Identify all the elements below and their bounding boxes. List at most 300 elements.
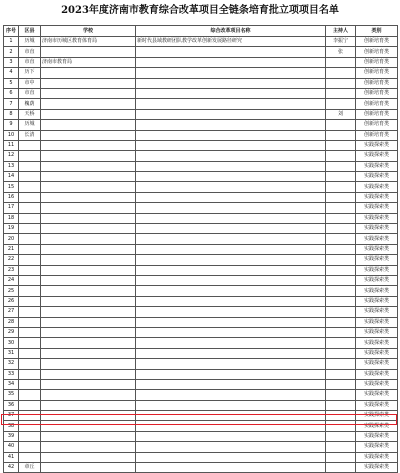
row-host xyxy=(326,255,356,265)
table-row xyxy=(4,442,398,452)
row-district xyxy=(19,431,41,441)
row-category: 创新培育类 xyxy=(356,99,398,109)
table-row xyxy=(4,275,398,285)
table-row xyxy=(4,296,398,306)
row-number: 21 xyxy=(4,244,19,254)
row-number: 25 xyxy=(4,286,19,296)
row-host xyxy=(326,307,356,317)
row-host: 张 xyxy=(326,47,356,57)
document-title: 2023年度济南市教育综合改革项目全链条培育批立项项目名单 xyxy=(61,5,339,16)
row-host xyxy=(326,452,356,462)
row-district xyxy=(19,348,41,358)
row-school xyxy=(41,192,136,202)
table-row xyxy=(4,244,398,254)
row-category: 实践探索类 xyxy=(356,234,398,244)
row-project xyxy=(136,255,326,265)
row-number: 42 xyxy=(4,463,19,473)
row-school xyxy=(41,442,136,452)
row-project xyxy=(136,348,326,358)
row-district xyxy=(19,317,41,327)
row-number: 37 xyxy=(4,411,19,421)
row-school xyxy=(41,68,136,78)
table-row xyxy=(4,431,398,441)
row-school xyxy=(41,203,136,213)
row-category: 实践探索类 xyxy=(356,379,398,389)
row-host xyxy=(326,348,356,358)
row-category: 实践探索类 xyxy=(356,431,398,441)
row-category: 实践探索类 xyxy=(356,265,398,275)
row-host xyxy=(326,151,356,161)
table-row xyxy=(4,213,398,223)
row-category: 实践探索类 xyxy=(356,307,398,317)
row-host xyxy=(326,442,356,452)
row-project xyxy=(136,275,326,285)
row-district xyxy=(19,400,41,410)
row-number: 23 xyxy=(4,265,19,275)
row-host xyxy=(326,172,356,182)
row-number: 31 xyxy=(4,348,19,358)
table-row xyxy=(4,452,398,462)
row-category: 创新培育类 xyxy=(356,57,398,67)
row-category: 实践探索类 xyxy=(356,275,398,285)
table-row xyxy=(4,161,398,171)
row-number: 16 xyxy=(4,192,19,202)
row-category: 实践探索类 xyxy=(356,151,398,161)
table-row xyxy=(4,286,398,296)
table-row xyxy=(4,411,398,421)
row-school xyxy=(41,120,136,130)
table-row xyxy=(4,47,398,57)
row-host xyxy=(326,286,356,296)
row-category: 实践探索类 xyxy=(356,421,398,431)
row-project xyxy=(136,244,326,254)
header-project: 综合改革项目名称 xyxy=(136,26,326,37)
row-number: 33 xyxy=(4,369,19,379)
row-number: 11 xyxy=(4,140,19,150)
table-row xyxy=(4,192,398,202)
row-number: 32 xyxy=(4,359,19,369)
row-host xyxy=(326,338,356,348)
row-project xyxy=(136,88,326,98)
header-category: 类别 xyxy=(356,26,398,37)
row-project xyxy=(136,359,326,369)
row-district xyxy=(19,275,41,285)
table-row xyxy=(4,99,398,109)
table-row xyxy=(4,109,398,119)
row-host xyxy=(326,431,356,441)
row-number: 10 xyxy=(4,130,19,140)
row-number: 24 xyxy=(4,275,19,285)
row-project xyxy=(136,130,326,140)
row-category: 实践探索类 xyxy=(356,140,398,150)
table-row xyxy=(4,265,398,275)
table-row xyxy=(4,57,398,67)
row-number: 34 xyxy=(4,379,19,389)
row-category: 实践探索类 xyxy=(356,411,398,421)
row-district xyxy=(19,296,41,306)
row-school xyxy=(41,296,136,306)
row-category: 创新培育类 xyxy=(356,120,398,130)
row-school xyxy=(41,255,136,265)
row-project xyxy=(136,390,326,400)
row-district xyxy=(19,359,41,369)
row-host xyxy=(326,224,356,234)
table-row xyxy=(4,421,398,431)
row-project xyxy=(136,47,326,57)
row-district xyxy=(19,224,41,234)
table-row xyxy=(4,140,398,150)
table-row xyxy=(4,390,398,400)
row-category: 实践探索类 xyxy=(356,213,398,223)
row-host xyxy=(326,390,356,400)
row-district: 章丘 xyxy=(19,463,41,473)
header-district: 区县 xyxy=(19,26,41,37)
row-host xyxy=(326,327,356,337)
row-category: 创新培育类 xyxy=(356,130,398,140)
row-district xyxy=(19,203,41,213)
row-school xyxy=(41,161,136,171)
row-project xyxy=(136,400,326,410)
row-number: 22 xyxy=(4,255,19,265)
row-project xyxy=(136,421,326,431)
row-host xyxy=(326,120,356,130)
row-district: 市直 xyxy=(19,47,41,57)
table-row xyxy=(4,172,398,182)
row-project xyxy=(136,68,326,78)
row-category: 创新培育类 xyxy=(356,37,398,47)
row-district: 市直 xyxy=(19,57,41,67)
row-district xyxy=(19,286,41,296)
row-number: 41 xyxy=(4,452,19,462)
row-category: 创新培育类 xyxy=(356,78,398,88)
row-school xyxy=(41,213,136,223)
row-number: 26 xyxy=(4,296,19,306)
row-number: 35 xyxy=(4,390,19,400)
row-host xyxy=(326,421,356,431)
row-category: 实践探索类 xyxy=(356,369,398,379)
row-school xyxy=(41,109,136,119)
row-project xyxy=(136,411,326,421)
row-school xyxy=(41,421,136,431)
row-category: 创新培育类 xyxy=(356,88,398,98)
row-host xyxy=(326,411,356,421)
row-host xyxy=(326,400,356,410)
table-row xyxy=(4,400,398,410)
row-host xyxy=(326,68,356,78)
row-project: 新时代县域教研团队教学改革创新发展路径研究 xyxy=(136,37,326,47)
row-district: 天桥 xyxy=(19,109,41,119)
row-host xyxy=(326,192,356,202)
row-category: 实践探索类 xyxy=(356,255,398,265)
row-district xyxy=(19,140,41,150)
row-number: 20 xyxy=(4,234,19,244)
row-number: 18 xyxy=(4,213,19,223)
table-row xyxy=(4,68,398,78)
row-school xyxy=(41,379,136,389)
table-row xyxy=(4,379,398,389)
row-host xyxy=(326,182,356,192)
row-host xyxy=(326,296,356,306)
row-category: 实践探索类 xyxy=(356,359,398,369)
row-school xyxy=(41,244,136,254)
row-project xyxy=(136,161,326,171)
table-row xyxy=(4,327,398,337)
row-district xyxy=(19,161,41,171)
row-host xyxy=(326,317,356,327)
row-host xyxy=(326,203,356,213)
row-project xyxy=(136,109,326,119)
table-row xyxy=(4,120,398,130)
row-project xyxy=(136,172,326,182)
row-project xyxy=(136,192,326,202)
row-school xyxy=(41,47,136,57)
row-school xyxy=(41,99,136,109)
row-project xyxy=(136,286,326,296)
row-host: 李振宁 xyxy=(326,37,356,47)
row-category: 实践探索类 xyxy=(356,390,398,400)
row-number: 36 xyxy=(4,400,19,410)
row-number: 30 xyxy=(4,338,19,348)
row-category: 实践探索类 xyxy=(356,161,398,171)
row-project xyxy=(136,99,326,109)
row-project xyxy=(136,120,326,130)
row-number: 39 xyxy=(4,431,19,441)
table-header-row xyxy=(4,26,398,37)
row-host xyxy=(326,140,356,150)
row-school xyxy=(41,88,136,98)
row-project xyxy=(136,379,326,389)
row-school xyxy=(41,338,136,348)
row-project xyxy=(136,317,326,327)
row-district xyxy=(19,182,41,192)
row-district xyxy=(19,213,41,223)
table-row xyxy=(4,88,398,98)
row-host xyxy=(326,244,356,254)
row-host xyxy=(326,213,356,223)
row-district xyxy=(19,411,41,421)
row-number: 3 xyxy=(4,57,19,67)
row-district xyxy=(19,307,41,317)
row-number: 12 xyxy=(4,151,19,161)
row-school xyxy=(41,234,136,244)
table-row xyxy=(4,37,398,47)
row-project xyxy=(136,182,326,192)
row-project xyxy=(136,307,326,317)
row-district: 历城 xyxy=(19,120,41,130)
row-district xyxy=(19,452,41,462)
table-row xyxy=(4,182,398,192)
row-district xyxy=(19,390,41,400)
row-district xyxy=(19,379,41,389)
header-host: 主持人 xyxy=(326,26,356,37)
row-project xyxy=(136,296,326,306)
row-district xyxy=(19,338,41,348)
row-district xyxy=(19,421,41,431)
row-school xyxy=(41,327,136,337)
row-number: 2 xyxy=(4,47,19,57)
row-category: 实践探索类 xyxy=(356,442,398,452)
table-row xyxy=(4,78,398,88)
row-category: 实践探索类 xyxy=(356,182,398,192)
row-number: 7 xyxy=(4,99,19,109)
row-project xyxy=(136,431,326,441)
row-number: 1 xyxy=(4,37,19,47)
table-row xyxy=(4,348,398,358)
row-category: 实践探索类 xyxy=(356,348,398,358)
row-project xyxy=(136,203,326,213)
row-school xyxy=(41,275,136,285)
row-project xyxy=(136,463,326,473)
row-category: 实践探索类 xyxy=(356,224,398,234)
row-host xyxy=(326,234,356,244)
row-district: 长清 xyxy=(19,130,41,140)
row-school xyxy=(41,130,136,140)
row-host xyxy=(326,265,356,275)
row-school xyxy=(41,307,136,317)
row-project xyxy=(136,265,326,275)
row-category: 实践探索类 xyxy=(356,244,398,254)
row-project xyxy=(136,213,326,223)
table-row xyxy=(4,359,398,369)
row-district: 槐荫 xyxy=(19,99,41,109)
row-category: 实践探索类 xyxy=(356,286,398,296)
row-district xyxy=(19,172,41,182)
row-project xyxy=(136,234,326,244)
row-category: 实践探索类 xyxy=(356,327,398,337)
row-project xyxy=(136,57,326,67)
row-school xyxy=(41,182,136,192)
row-host: 刘 xyxy=(326,109,356,119)
row-number: 40 xyxy=(4,442,19,452)
row-host xyxy=(326,88,356,98)
row-district xyxy=(19,151,41,161)
row-school xyxy=(41,286,136,296)
row-district xyxy=(19,255,41,265)
row-district xyxy=(19,244,41,254)
row-district xyxy=(19,369,41,379)
row-number: 27 xyxy=(4,307,19,317)
row-category: 实践探索类 xyxy=(356,317,398,327)
row-school xyxy=(41,359,136,369)
table-row xyxy=(4,130,398,140)
row-host xyxy=(326,57,356,67)
row-category: 实践探索类 xyxy=(356,400,398,410)
row-category: 创新培育类 xyxy=(356,68,398,78)
row-host xyxy=(326,463,356,473)
row-number: 9 xyxy=(4,120,19,130)
table-row xyxy=(4,317,398,327)
row-school xyxy=(41,390,136,400)
row-school xyxy=(41,78,136,88)
table-row xyxy=(4,224,398,234)
row-school xyxy=(41,151,136,161)
row-host xyxy=(326,369,356,379)
row-project xyxy=(136,369,326,379)
table-row xyxy=(4,369,398,379)
row-number: 5 xyxy=(4,78,19,88)
row-category: 实践探索类 xyxy=(356,296,398,306)
row-school xyxy=(41,317,136,327)
row-number: 15 xyxy=(4,182,19,192)
row-category: 创新培育类 xyxy=(356,47,398,57)
row-school xyxy=(41,348,136,358)
row-school xyxy=(41,172,136,182)
row-district: 市中 xyxy=(19,78,41,88)
row-host xyxy=(326,359,356,369)
row-number: 14 xyxy=(4,172,19,182)
row-school xyxy=(41,463,136,473)
row-school xyxy=(41,140,136,150)
table-row xyxy=(4,151,398,161)
table-row xyxy=(4,255,398,265)
row-category: 实践探索类 xyxy=(356,452,398,462)
row-host xyxy=(326,161,356,171)
row-district: 历城 xyxy=(19,37,41,47)
row-category: 实践探索类 xyxy=(356,172,398,182)
table-row xyxy=(4,338,398,348)
row-category: 实践探索类 xyxy=(356,203,398,213)
header-school: 学校 xyxy=(41,26,136,37)
row-category: 创新培育类 xyxy=(356,109,398,119)
row-school xyxy=(41,452,136,462)
row-number: 28 xyxy=(4,317,19,327)
row-number: 38 xyxy=(4,421,19,431)
row-number: 4 xyxy=(4,68,19,78)
row-school xyxy=(41,369,136,379)
row-host xyxy=(326,275,356,285)
row-school xyxy=(41,265,136,275)
row-number: 6 xyxy=(4,88,19,98)
row-district: 市直 xyxy=(19,88,41,98)
row-host xyxy=(326,130,356,140)
row-number: 19 xyxy=(4,224,19,234)
row-school xyxy=(41,431,136,441)
row-category: 实践探索类 xyxy=(356,192,398,202)
row-project xyxy=(136,442,326,452)
row-project xyxy=(136,151,326,161)
row-category: 实践探索类 xyxy=(356,338,398,348)
row-project xyxy=(136,338,326,348)
table-row xyxy=(4,203,398,213)
row-number: 8 xyxy=(4,109,19,119)
row-number: 29 xyxy=(4,327,19,337)
row-school: 济南市教育局 xyxy=(41,57,136,67)
row-project xyxy=(136,140,326,150)
row-district xyxy=(19,234,41,244)
row-project xyxy=(136,327,326,337)
row-district: 历下 xyxy=(19,68,41,78)
row-project xyxy=(136,452,326,462)
row-number: 17 xyxy=(4,203,19,213)
table-body xyxy=(4,37,398,473)
row-project xyxy=(136,78,326,88)
row-district xyxy=(19,265,41,275)
row-school: 济南市历城区教育体育局 xyxy=(41,37,136,47)
row-category: 实践探索类 xyxy=(356,463,398,473)
row-host xyxy=(326,78,356,88)
row-host xyxy=(326,379,356,389)
row-district xyxy=(19,327,41,337)
table-row xyxy=(4,234,398,244)
table-row xyxy=(4,463,398,473)
project-list-table xyxy=(3,25,398,473)
row-district xyxy=(19,192,41,202)
row-school xyxy=(41,400,136,410)
row-school xyxy=(41,224,136,234)
row-host xyxy=(326,99,356,109)
row-project xyxy=(136,224,326,234)
row-number: 13 xyxy=(4,161,19,171)
